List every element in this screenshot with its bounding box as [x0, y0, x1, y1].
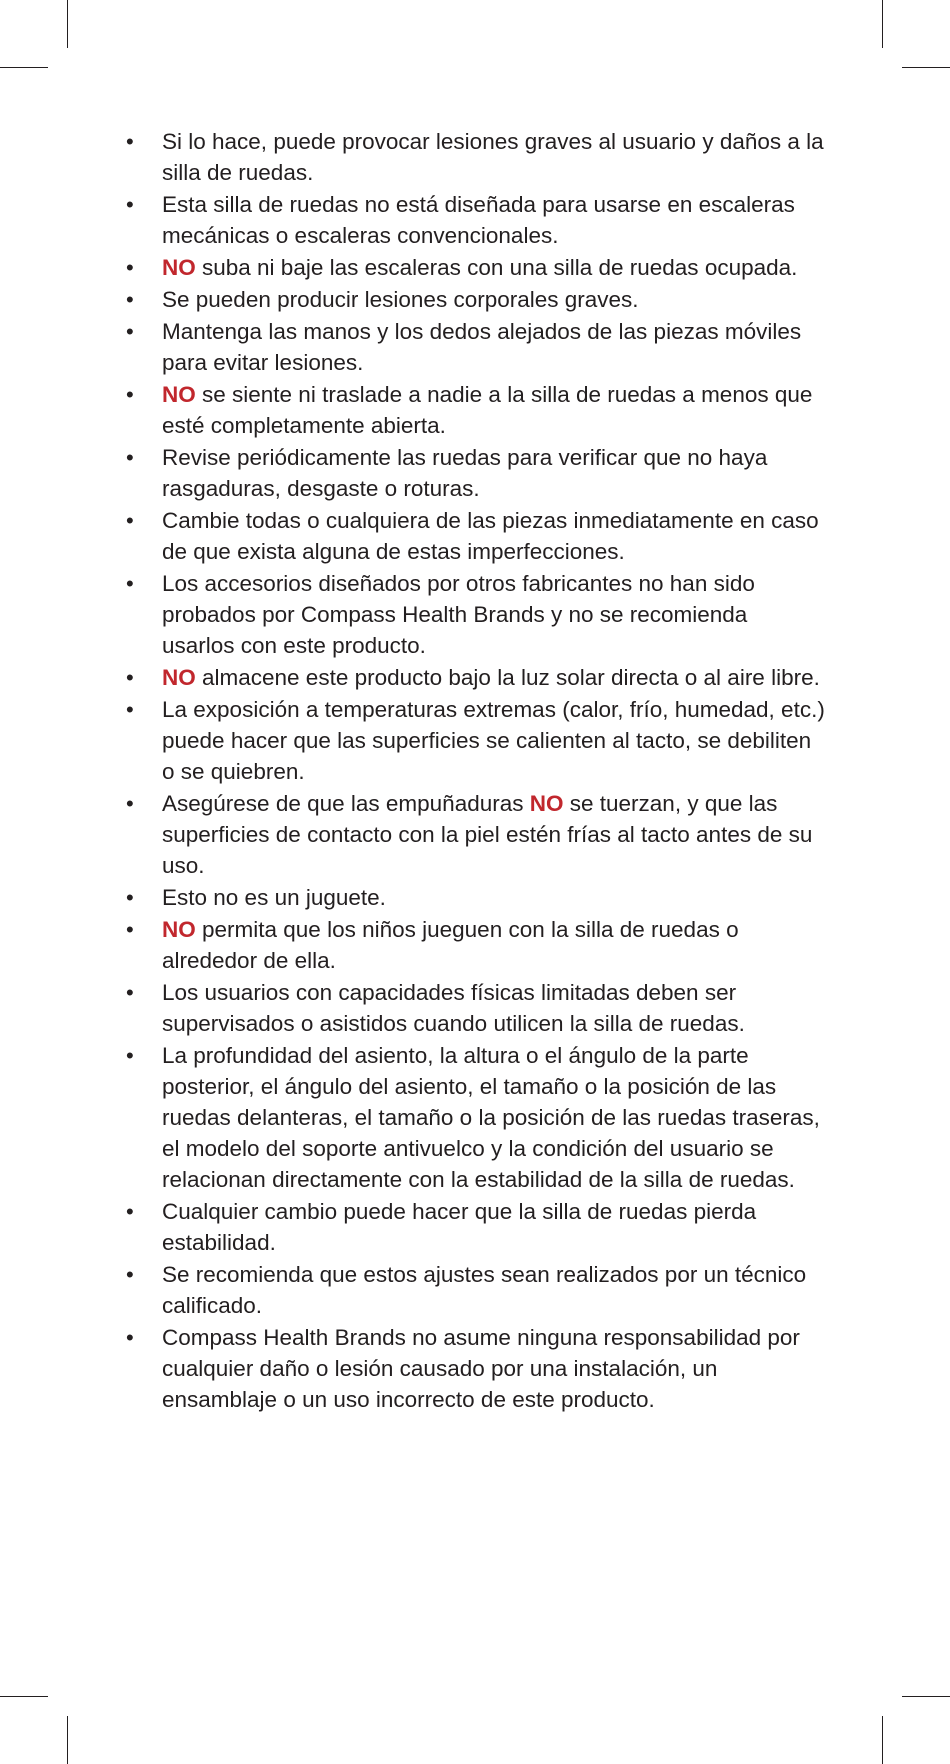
bullet-text: se tuerzan, y que las superficies de contacto con la piel estén frías al tacto antes de su uso. [162, 791, 813, 878]
crop-mark-bottom-left-horizontal [0, 1696, 48, 1697]
emphasis-no: NO [529, 791, 564, 816]
warning-bullet-item [126, 379, 826, 441]
warning-bullet-item [126, 788, 826, 881]
warning-bullet-item [126, 252, 826, 283]
crop-mark-bottom-right-horizontal [902, 1696, 950, 1697]
bullet-text: Esta silla de ruedas no está diseñada para usarse en escaleras mecánicas o escaleras convencionales. [162, 192, 795, 248]
crop-mark-top-left-horizontal [0, 67, 48, 68]
bullet-text: almacene este producto bajo la luz solar directa o al aire libre. [195, 665, 820, 690]
warning-bullet-item [126, 977, 826, 1039]
warning-bullet-item [126, 694, 826, 787]
warning-bullet-item [126, 914, 826, 976]
bullet-text: Revise periódicamente las ruedas para verificar que no haya rasgaduras, desgaste o roturas. [162, 445, 768, 501]
bullet-text: Si lo hace, puede provocar lesiones graves al usuario y daños a la silla de ruedas. [162, 129, 824, 185]
crop-mark-top-left-vertical [67, 0, 68, 48]
warning-bullet-item [126, 568, 826, 661]
bullet-text: Asegúrese de que las empuñaduras [162, 791, 530, 816]
emphasis-no: NO [162, 917, 196, 942]
warning-bullet-item [126, 1322, 826, 1415]
bullet-text: se siente ni traslade a nadie a la silla de ruedas a menos que esté completamente abierta. [162, 382, 813, 438]
warning-bullet-item [126, 442, 826, 504]
bullet-text: Se recomienda que estos ajustes sean realizados por un técnico calificado. [162, 1262, 807, 1318]
warning-bullet-item [126, 189, 826, 251]
bullet-text: Cambie todas o cualquiera de las piezas inmediatamente en caso de que exista alguna de estas imperfecciones. [162, 508, 819, 564]
warning-bullet-item [126, 505, 826, 567]
warning-bullet-item [126, 662, 826, 693]
emphasis-no: NO [162, 255, 196, 280]
warning-bullet-item [126, 1259, 826, 1321]
warning-bullet-item [126, 882, 826, 913]
bullet-text: Los accesorios diseñados por otros fabricantes no han sido probados por Compass Health Brands y no se recomienda usarlos con este producto. [162, 571, 755, 658]
emphasis-no: NO [162, 382, 196, 407]
warning-content [126, 126, 826, 1416]
bullet-text: permita que los niños jueguen con la silla de ruedas o alrededor de ella. [162, 917, 739, 973]
bullet-text: Se pueden producir lesiones corporales graves. [162, 287, 639, 312]
crop-mark-bottom-right-vertical [882, 1716, 883, 1764]
warning-bullet-item [126, 126, 826, 188]
bullet-text: La exposición a temperaturas extremas (calor, frío, humedad, etc.) puede hacer que las superficies se calienten al tacto, se debiliten o se quiebren. [162, 697, 825, 784]
crop-mark-bottom-left-vertical [67, 1716, 68, 1764]
emphasis-no: NO [162, 665, 196, 690]
bullet-text: Mantenga las manos y los dedos alejados de las piezas móviles para evitar lesiones. [162, 319, 802, 375]
bullet-text: Los usuarios con capacidades físicas limitadas deben ser supervisados o asistidos cuando utilicen la silla de ruedas. [162, 980, 745, 1036]
warning-bullet-item [126, 284, 826, 315]
warning-bullet-list [126, 126, 826, 1415]
bullet-text: suba ni baje las escaleras con una silla de ruedas ocupada. [195, 255, 798, 280]
warning-bullet-item [126, 316, 826, 378]
crop-mark-top-right-vertical [882, 0, 883, 48]
bullet-text: Esto no es un juguete. [162, 885, 386, 910]
crop-mark-top-right-horizontal [902, 67, 950, 68]
warning-bullet-item [126, 1040, 826, 1195]
bullet-text: Compass Health Brands no asume ninguna responsabilidad por cualquier daño o lesión causado por una instalación, un ensamblaje o un uso incorrecto de este producto. [162, 1325, 800, 1412]
bullet-text: Cualquier cambio puede hacer que la silla de ruedas pierda estabilidad. [162, 1199, 757, 1255]
warning-bullet-item [126, 1196, 826, 1258]
bullet-text: La profundidad del asiento, la altura o el ángulo de la parte posterior, el ángulo del asiento, el tamaño o la posición de las ruedas delanteras, el tamaño o la posición de las ruedas traseras, el modelo del soporte antivuelco y la condición del usuario se relacionan directamente con la estabilidad de la silla de ruedas. [162, 1043, 820, 1192]
